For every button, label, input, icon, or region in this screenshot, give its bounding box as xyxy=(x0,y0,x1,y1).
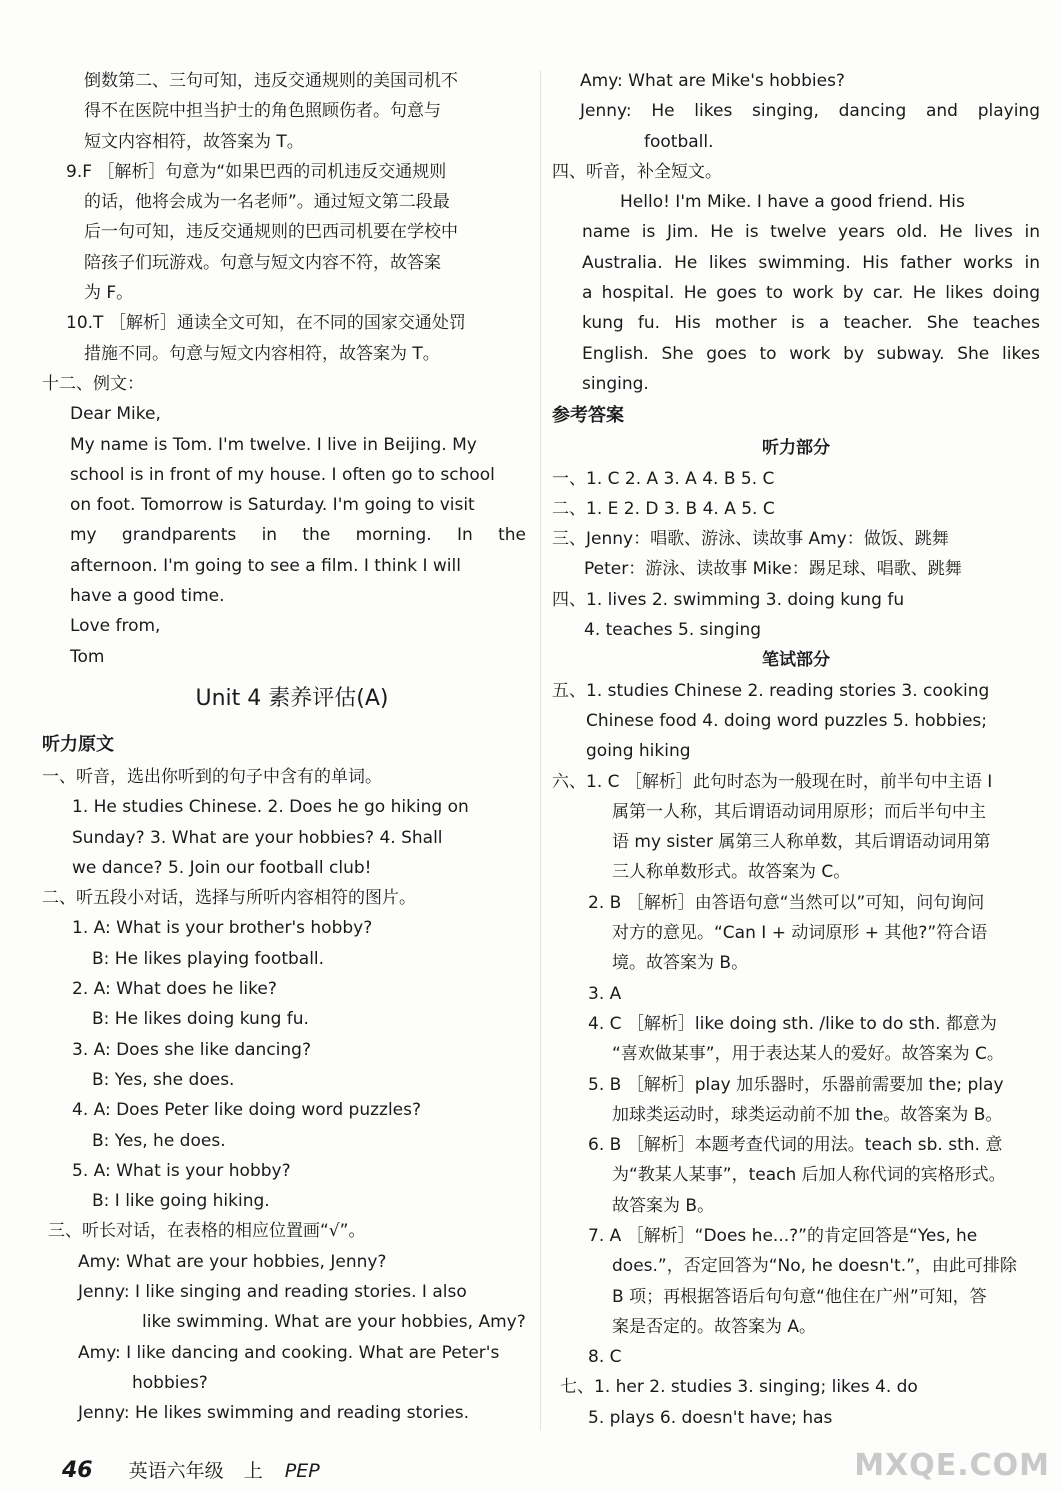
dialog-line: Amy: I like dancing and cooking. What are Peter's xyxy=(78,1342,500,1363)
listening-part-heading: 听力部分 xyxy=(762,438,830,459)
passage-line: English. She goes to work by subway. She likes xyxy=(582,343,1040,364)
answer-line: 6. B ［解析］本题考查代词的用法。teach sb. sth. 意 xyxy=(588,1135,1003,1156)
letter-line: school is in front of my house. I often go to school xyxy=(70,464,495,485)
dialog-line: Jenny: I like singing and reading stories. I also xyxy=(78,1281,467,1302)
text-line: 短文内容相符，故答案为 T。 xyxy=(84,131,304,152)
answer-line: 案是否定的。故答案为 A。 xyxy=(612,1316,817,1337)
passage-line: kung fu. His mother is a teacher. She teaches xyxy=(582,313,1040,334)
text-line: 为 F。 xyxy=(84,283,134,304)
dialog-line: 5. A: What is your hobby? xyxy=(72,1160,291,1181)
unit-title: Unit 4 素养评估(A) xyxy=(195,685,389,711)
text-line: 的话，他将会成为一名老师”。通过短文第二段最 xyxy=(84,192,450,213)
answer-line: 四、1. lives 2. swimming 3. doing kung fu xyxy=(552,589,905,610)
dialog-line: B: He likes doing kung fu. xyxy=(92,1009,309,1030)
listening-heading: 听力原文 xyxy=(42,733,114,755)
letter-line: my grandparents in the morning. In the xyxy=(70,525,526,546)
dialog-line: B: Yes, she does. xyxy=(92,1069,235,1090)
right-column xyxy=(552,66,1040,1433)
answer-line: 语 my sister 属第三人称单数，其后谓语动词用第 xyxy=(612,832,991,853)
answer-line: 一、1. C 2. A 3. A 4. B 5. C xyxy=(552,468,775,489)
answer-line: 七、1. her 2. studies 3. singing; likes 4. do xyxy=(560,1377,918,1398)
answer-item: 9.F ［解析］句意为“如果巴西的司机违反交通规则 xyxy=(66,161,447,182)
dialog-line: football. xyxy=(644,131,714,152)
written-part-heading: 笔试部分 xyxy=(762,650,830,671)
answer-line: 4. C ［解析］like doing sth. /like to do sth. 都意为 xyxy=(588,1013,997,1034)
passage-line: name is Jim. He is twelve years old. He lives in xyxy=(582,222,1040,243)
dialog-line: 1. A: What is your brother's hobby? xyxy=(72,918,373,939)
answer-line: 2. B ［解析］由答语句意“当然可以”可知，问句询问 xyxy=(588,892,985,913)
dialog-line: hobbies? xyxy=(132,1372,208,1393)
answer-line: 加球类运动时，球类运动前不加 the。故答案为 B。 xyxy=(612,1104,1003,1125)
answer-line: 六、1. C ［解析］此句时态为一般现在时，前半句中主语 I xyxy=(552,771,993,792)
answer-line: 4. teaches 5. singing xyxy=(584,620,762,641)
page-number: 46 xyxy=(62,1458,93,1483)
answer-line: 二、1. E 2. D 3. B 4. A 5. C xyxy=(552,498,775,519)
dialog-line: Amy: What are Mike's hobbies? xyxy=(580,71,845,91)
answer-line: does.”，否定回答为“No, he doesn't.”，由此可排除 xyxy=(612,1256,1017,1277)
answer-item: 10.T ［解析］通读全文可知，在不同的国家交通处罚 xyxy=(66,313,466,334)
section-heading: 一、听音，选出你听到的句子中含有的单词。 xyxy=(42,766,382,787)
text-line: 后一句可知，违反交通规则的巴西司机要在学校中 xyxy=(84,222,458,243)
answer-line: 8. C xyxy=(588,1347,622,1368)
text-line: Sunday? 3. What are your hobbies? 4. Shall xyxy=(72,827,443,848)
text-line: we dance? 5. Join our football club! xyxy=(72,857,372,878)
section-heading: 四、听音，补全短文。 xyxy=(552,161,722,182)
answer-line: Chinese food 4. doing word puzzles 5. hobbies; xyxy=(586,710,988,731)
dialog-line: 4. A: Does Peter like doing word puzzles? xyxy=(72,1100,422,1121)
text-line: 倒数第二、三句可知，违反交通规则的美国司机不 xyxy=(84,71,458,91)
text-line: 陪孩子们玩游戏。句意与短文内容不符，故答案 xyxy=(84,252,441,273)
dialog-line: B: Yes, he does. xyxy=(92,1130,226,1151)
footer-edition: PEP xyxy=(284,1460,320,1482)
answer-line: Peter：游泳、读故事 Mike：踢足球、唱歌、跳舞 xyxy=(584,559,962,580)
text-line: 得不在医院中担当护士的角色照顾伤者。句意与 xyxy=(84,101,441,122)
page-footer xyxy=(62,1456,320,1483)
watermark-logo: MXQE.COM xyxy=(854,1448,1050,1483)
answer-line: 三人称单数形式。故答案为 C。 xyxy=(612,862,851,883)
passage-line: Australia. He likes swimming. His father works in xyxy=(582,252,1040,273)
answer-line: going hiking xyxy=(586,741,691,762)
letter-signature: Tom xyxy=(70,646,105,667)
passage-line: a hospital. He goes to work by car. He likes doing xyxy=(582,283,1040,304)
answer-line: 境。故答案为 B。 xyxy=(612,953,749,974)
text-line: 措施不同。句意与短文内容相符，故答案为 T。 xyxy=(84,343,440,364)
answer-line: 3. A xyxy=(588,983,622,1004)
answer-line: 7. A ［解析］“Does he...?”的肯定回答是“Yes, he xyxy=(588,1225,978,1246)
dialog-line: Jenny: He likes singing, dancing and playing xyxy=(580,101,1040,122)
letter-greeting: Dear Mike, xyxy=(70,404,161,425)
column-divider xyxy=(540,70,541,1430)
section-heading: 十二、例文： xyxy=(42,373,144,394)
letter-line: afternoon. I'm going to see a film. I think I will xyxy=(70,555,461,576)
section-heading: 三、听长对话，在表格的相应位置画“√”。 xyxy=(48,1221,366,1242)
answer-line: “喜欢做某事”，用于表达某人的爱好。故答案为 C。 xyxy=(612,1044,1004,1065)
passage-line: singing. xyxy=(582,373,649,394)
dialog-line: B: He likes playing football. xyxy=(92,948,325,969)
answer-line: 三、Jenny：唱歌、游泳、读故事 Amy：做饭、跳舞 xyxy=(552,529,949,550)
text-line: 1. He studies Chinese. 2. Does he go hiking on xyxy=(72,797,469,818)
letter-line: have a good time. xyxy=(70,586,225,607)
left-column xyxy=(42,66,526,1428)
passage-line: Hello! I'm Mike. I have a good friend. His xyxy=(620,192,965,213)
footer-term: 上 xyxy=(243,1460,263,1482)
dialog-line: 3. A: Does she like dancing? xyxy=(72,1039,311,1060)
answer-line: 为“教某人某事”，teach 后加人称代词的宾格形式。 xyxy=(612,1165,1006,1186)
answer-line: 对方的意见。“Can I + 动词原形 + 其他?”符合语 xyxy=(612,923,988,944)
answer-line: 5. plays 6. doesn't have; has xyxy=(588,1407,833,1428)
dialog-line: 2. A: What does he like? xyxy=(72,979,277,1000)
letter-closing: Love from, xyxy=(70,616,161,637)
dialog-line: Jenny: He likes swimming and reading stories. xyxy=(78,1403,470,1424)
answer-line: B 项；再根据答语后句句意“他住在广州”可知，答 xyxy=(612,1286,987,1307)
answers-heading: 参考答案 xyxy=(552,405,624,427)
dialog-line: like swimming. What are your hobbies, Amy? xyxy=(142,1312,526,1333)
dialog-line: Amy: What are your hobbies, Jenny? xyxy=(78,1251,387,1272)
answer-line: 故答案为 B。 xyxy=(612,1195,715,1216)
answer-line: 五、1. studies Chinese 2. reading stories 3. cooking xyxy=(552,680,990,701)
answer-line: 属第一人称，其后谓语动词用原形；而后半句中主 xyxy=(612,801,986,822)
letter-line: My name is Tom. I'm twelve. I live in Beijing. My xyxy=(70,434,477,455)
footer-subject: 英语六年级 xyxy=(128,1460,224,1482)
section-heading: 二、听五段小对话，选择与所听内容相符的图片。 xyxy=(42,888,416,909)
letter-line: on foot. Tomorrow is Saturday. I'm going to visit xyxy=(70,495,475,516)
dialog-line: B: I like going hiking. xyxy=(92,1191,270,1212)
answer-line: 5. B ［解析］play 加乐器时，乐器前需要加 the; play xyxy=(588,1074,1004,1095)
